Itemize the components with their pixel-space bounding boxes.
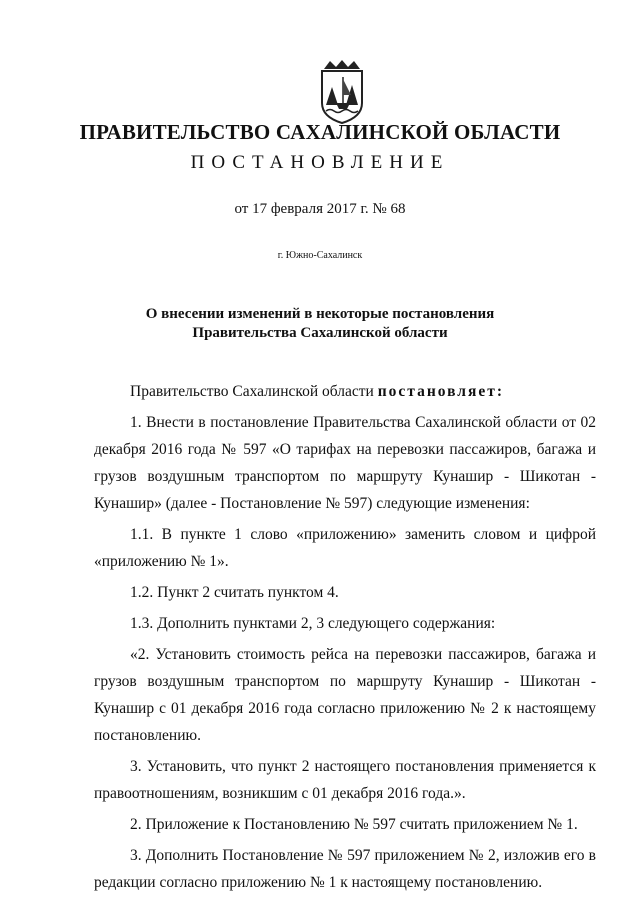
quoted-paragraph-3: 3. Установить, что пункт 2 настоящего постановления применяется к правоотношениям, возникшим с 01 декабря 2016 года.».: [94, 758, 596, 802]
organization-title: ПРАВИТЕЛЬСТВО САХАЛИНСКОЙ ОБЛАСТИ: [79, 120, 561, 144]
document-type: ПОСТАНОВЛЕНИЕ: [190, 152, 450, 173]
paragraph-3: 3. Дополнить Постановление № 597 приложением № 2, изложив его в редакции согласно приложению № 1 к настоящему постановлению.: [94, 847, 596, 891]
document-city: г. Южно-Сахалинск: [277, 250, 363, 261]
paragraph-1-3: 1.3. Дополнить пунктами 2, 3 следующего содержания:: [130, 615, 496, 632]
preamble-text: Правительство Сахалинской области: [130, 383, 378, 400]
paragraph-2: 2. Приложение к Постановлению № 597 считать приложением № 1.: [130, 816, 578, 833]
subject-line: Правительства Сахалинской области: [192, 325, 448, 341]
document-subject: [0, 305, 640, 343]
paragraph-1-1: 1.1. В пункте 1 слово «приложению» заменить словом и цифрой «приложению № 1».: [94, 526, 596, 570]
quoted-paragraph-2: «2. Установить стоимость рейса на перевозки пассажиров, багажа и грузов воздушным транспортом по маршруту Кунашир - Шикотан - Кунашир с 01 декабря 2016 года согласно приложению № 2 к настоящему постановлению.: [94, 646, 596, 744]
paragraph-1: 1. Внести в постановление Правительства Сахалинской области от 02 декабря 2016 года № 597 «О тарифах на перевозки пассажиров, багажа и грузов воздушным транспортом по маршруту Кунашир - Шикотан - Кунашир» (далее - Постановление № 597) следующие изменения:: [94, 414, 596, 512]
document-body: [94, 378, 596, 900]
preamble-keyword: постановляет:: [377, 383, 505, 400]
sakhalin-coat-of-arms-icon: [316, 59, 368, 125]
document-date-number: от 17 февраля 2017 г. № 68: [234, 201, 406, 217]
subject-line: О внесении изменений в некоторые постановления: [145, 306, 495, 322]
preamble: [94, 378, 596, 405]
paragraph-1-2: 1.2. Пункт 2 считать пунктом 4.: [130, 584, 339, 601]
